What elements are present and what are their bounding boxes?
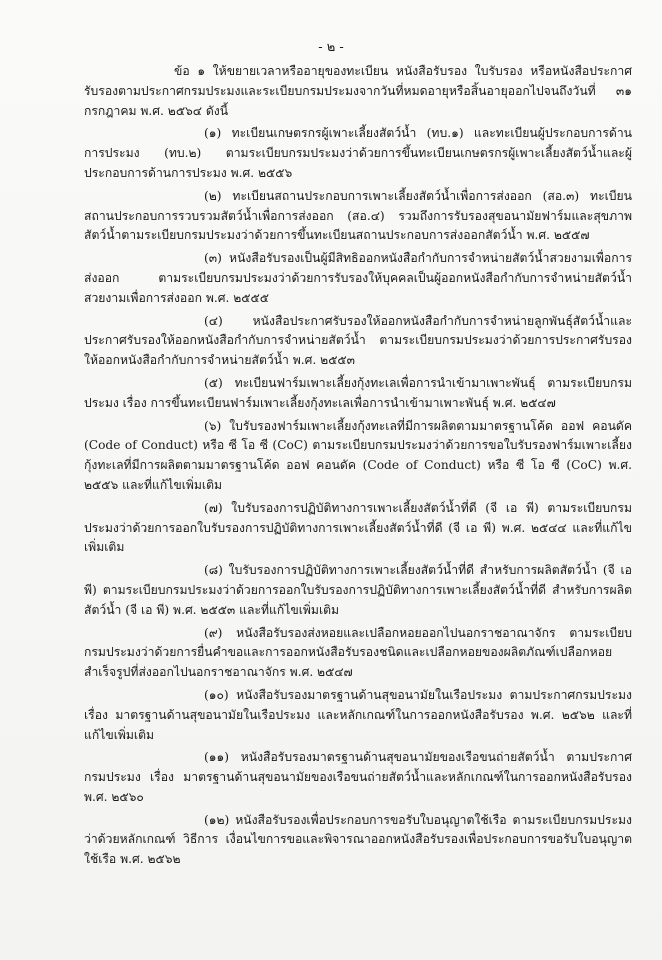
list-item: (๖) ใบรับรองฟาร์มเพาะเลี้ยงกุ้งทะเลที่มีการผลิตตามมาตรฐานโค้ด ออฟ คอนดัค (Code of Conduct) หรือ ซี โอ ซี (CoC) ตามระเบียบกรมประมงว่าด้วยการขอใบรับรองฟาร์มเพาะเลี้ยงกุ้งทะเลที่มีการผลิตตามมาตรฐานโค้ด ออฟ คอนดัค (Code of Conduct) หรือ ซี โอ ซี (CoC) พ.ศ. ๒๕๕๖ และที่แก้ไขเพิ่มเติม [84, 418, 632, 492]
document-body [84, 62, 632, 873]
list-item: (๓) หนังสือรับรองเป็นผู้มีสิทธิออกหนังสือกำกับการจำหน่ายสัตว์น้ำสวยงามเพื่อการส่งออก ตามระเบียบกรมประมงว่าด้วยการรับรองให้บุคคลเป็นผู้ออกหนังสือกำกับการจำหน่ายสัตว์น้ำสวยงามเพื่อการส่งออก พ.ศ. ๒๕๕๕ [84, 251, 632, 305]
list-item: (๘) ใบรับรองการปฏิบัติทางการเพาะเลี้ยงสัตว์น้ำที่ดี สำหรับการผลิตสัตว์น้ำ (จี เอ พี) ตามระเบียบกรมประมงว่าด้วยการออกใบรับรองการปฏิบัติทางการเพาะเลี้ยงสัตว์น้ำที่ดี สำหรับการผลิตสัตว์น้ำ (จี เอ พี) พ.ศ. ๒๕๕๓ และที่แก้ไขเพิ่มเติม [84, 563, 632, 617]
list-item: (๒) ทะเบียนสถานประกอบการเพาะเลี้ยงสัตว์น้ำเพื่อการส่งออก (สอ.๓) ทะเบียนสถานประกอบการรวบรวมสัตว์น้ำเพื่อการส่งออก (สอ.๔) รวมถึงการรับรองสุขอนามัยฟาร์มและสุขภาพสัตว์น้ำตามระเบียบกรมประมงว่าด้วยการขึ้นทะเบียนสถานประกอบการส่งออกสัตว์น้ำ พ.ศ. ๒๕๕๗ [84, 188, 632, 243]
list-item: (๕) ทะเบียนฟาร์มเพาะเลี้ยงกุ้งทะเลเพื่อการนำเข้ามาเพาะพันธุ์ ตามระเบียบกรมประมง เรื่อง การขึ้นทะเบียนฟาร์มเพาะเลี้ยงกุ้งทะเลเพื่อการนำเข้ามาเพาะพันธุ์ พ.ศ. ๒๕๔๗ [84, 375, 632, 410]
list-item: (๗) ใบรับรองการปฏิบัติทางการเพาะเลี้ยงสัตว์น้ำที่ดี (จี เอ พี) ตามระเบียบกรมประมงว่าด้วยการออกใบรับรองการปฏิบัติทางการเพาะเลี้ยงสัตว์น้ำที่ดี (จี เอ พี) พ.ศ. ๒๕๔๔ และที่แก้ไขเพิ่มเติม [84, 500, 632, 555]
clause-1-intro: ข้อ ๑ ให้ขยายเวลาหรืออายุของทะเบียน หนังสือรับรอง ใบรับรอง หรือหนังสือประกาศรับรองตามประกาศกรมประมงและระเบียบกรมประมงจากวันที่หมดอายุหรือสิ้นอายุออกไปจนถึงวันที่ ๓๑ กรกฎาคม พ.ศ. ๒๕๖๔ ดังนี้ [84, 64, 632, 118]
list-item: (๑๒) หนังสือรับรองเพื่อประกอบการขอรับใบอนุญาตใช้เรือ ตามระเบียบกรมประมงว่าด้วยหลักเกณฑ์ วิธีการ เงื่อนไขการขอและพิจารณาออกหนังสือรับรองเพื่อประกอบการขอรับใบอนุญาตใช้เรือ พ.ศ. ๒๕๖๒ [84, 812, 632, 867]
list-item: (๙) หนังสือรับรองส่งหอยและเปลือกหอยออกไปนอกราชอาณาจักร ตามระเบียบกรมประมงว่าด้วยการยื่นคำขอและการออกหนังสือรับรองชนิดและเปลือกหอยของผลิตภัณฑ์เปลือกหอยสำเร็จรูปที่ส่งออกไปนอกราชอาณาจักร พ.ศ. ๒๕๔๗ [84, 625, 632, 680]
list-item: (๑๐) หนังสือรับรองมาตรฐานด้านสุขอนามัยในเรือประมง ตามประกาศกรมประมง เรื่อง มาตรฐานด้านสุขอนามัยในเรือประมง และหลักเกณฑ์ในการออกหนังสือรับรอง พ.ศ. ๒๕๖๒ และที่แก้ไขเพิ่มเติม [84, 687, 632, 742]
list-item: (๑) ทะเบียนเกษตรกรผู้เพาะเลี้ยงสัตว์น้ำ (ทบ.๑) และทะเบียนผู้ประกอบการด้านการประมง (ทบ.๒) ตามระเบียบกรมประมงว่าด้วยการขึ้นทะเบียนเกษตรกรผู้เพาะเลี้ยงสัตว์น้ำและผู้ประกอบการด้านการประมง พ.ศ. ๒๕๕๖ [84, 126, 632, 180]
page-number: - ๒ - [318, 40, 344, 55]
list-item: (๑๑) หนังสือรับรองมาตรฐานด้านสุขอนามัยของเรือขนถ่ายสัตว์น้ำ ตามประกาศกรมประมง เรื่อง มาตรฐานด้านสุขอนามัยของเรือขนถ่ายสัตว์น้ำและหลักเกณฑ์ในการออกหนังสือรับรอง พ.ศ. ๒๕๖๐ [84, 750, 632, 804]
list-item: (๔) หนังสือประกาศรับรองให้ออกหนังสือกำกับการจำหน่ายลูกพันธุ์สัตว์น้ำและประกาศรับรองให้ออกหนังสือกำกับการจำหน่ายสัตว์น้ำ ตามระเบียบกรมประมงว่าด้วยการประกาศรับรองให้ออกหนังสือกำกับการจำหน่ายสัตว์น้ำ พ.ศ. ๒๕๕๓ [84, 313, 632, 368]
